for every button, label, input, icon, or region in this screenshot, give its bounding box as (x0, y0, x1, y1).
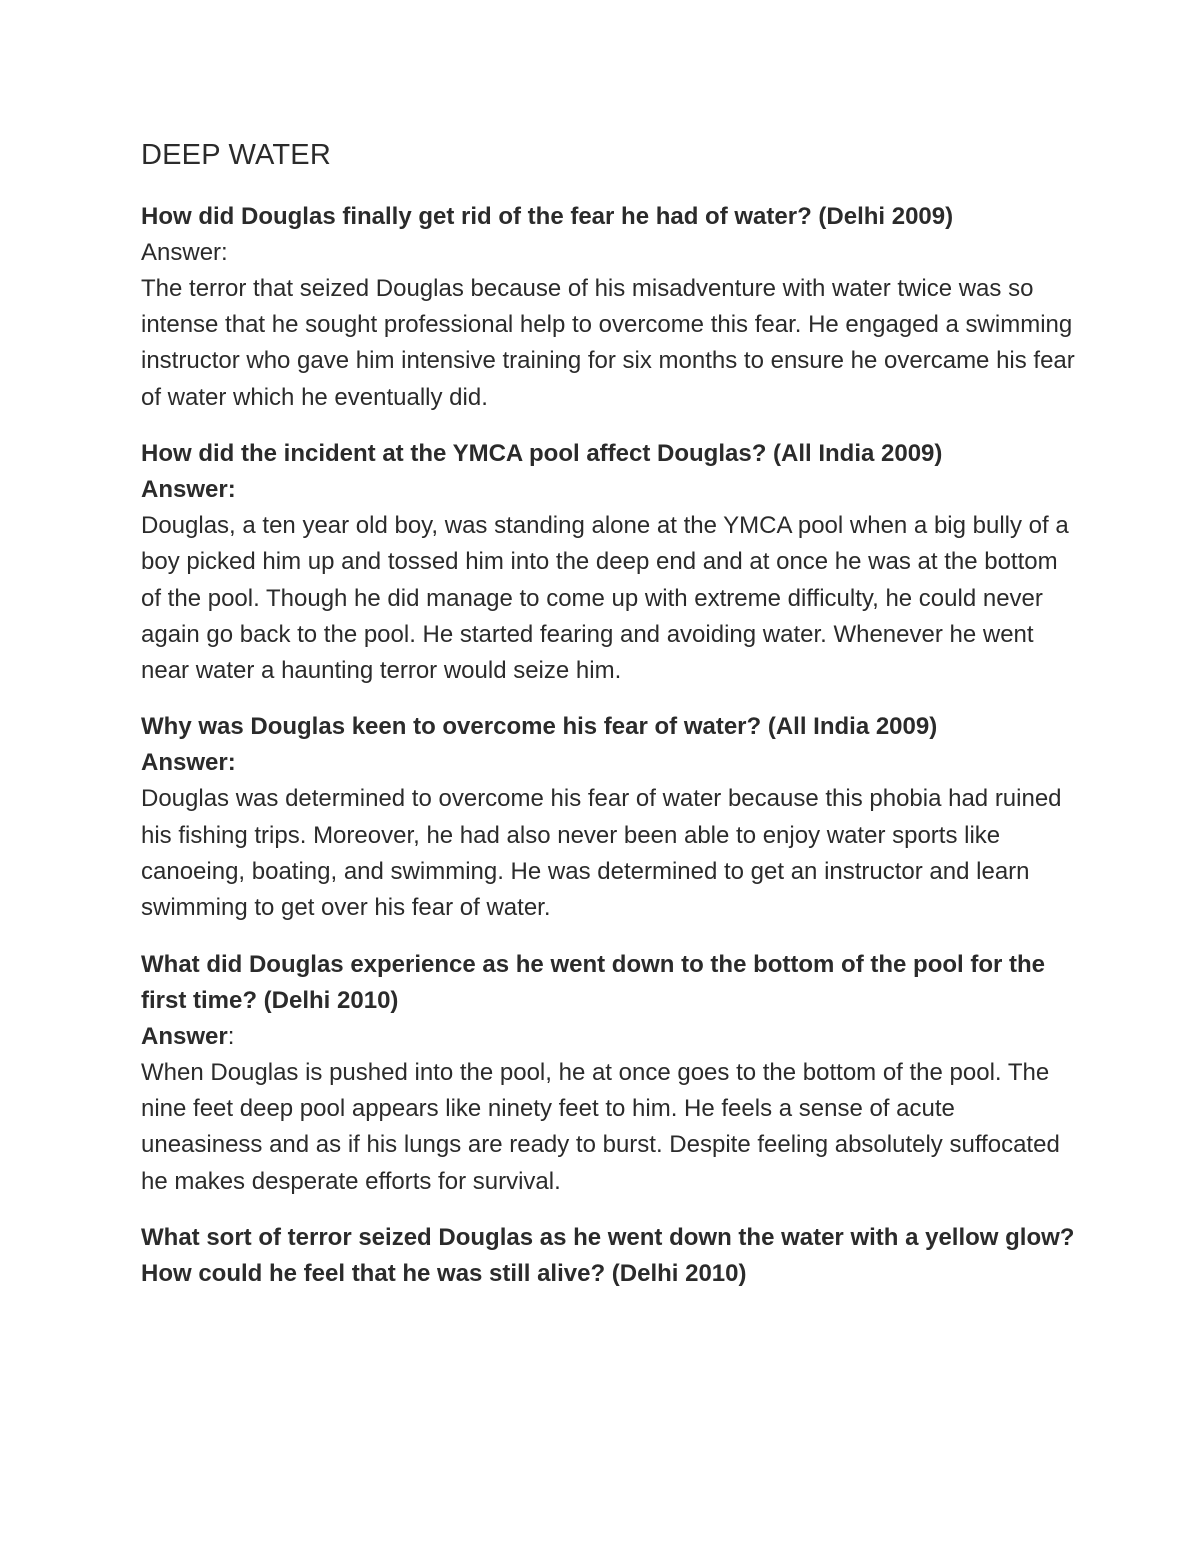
qa-item-2 (141, 436, 1076, 689)
answer-text-2: Douglas, a ten year old boy, was standing alone at the YMCA pool when a big bully of a boy picked him up and tossed him into the deep end and at once he was at the bottom of the pool. Though he did manage to come up with extreme difficulty, he could never again go back to the pool. He started fearing and avoiding water. Whenever he went near water a haunting terror would seize him. (141, 511, 1069, 685)
answer-label-2: Answer: (141, 475, 236, 503)
answer-label-4-colon: : (227, 1022, 235, 1050)
question-2: How did the incident at the YMCA pool affect Douglas? (All India 2009) (141, 439, 943, 467)
qa-item-3 (141, 709, 1076, 926)
question-4: What did Douglas experience as he went down to the bottom of the pool for the first time? (Delhi 2010) (141, 950, 1046, 1014)
answer-label-1: Answer: (141, 238, 228, 266)
answer-text-3: Douglas was determined to overcome his fear of water because this phobia had ruined his fishing trips. Moreover, he had also never been able to enjoy water sports like canoeing, boating, and swimming. He was determined to get an instructor and learn swimming to get over his fear of water. (141, 785, 1062, 922)
answer-label-4-word: Answer (141, 1022, 228, 1050)
qa-item-5 (141, 1220, 1076, 1292)
document-title: DEEP WATER (141, 139, 331, 171)
question-3: Why was Douglas keen to overcome his fear of water? (All India 2009) (141, 713, 938, 741)
qa-item-4 (141, 947, 1076, 1200)
qa-item-1 (141, 199, 1076, 416)
question-1: How did Douglas finally get rid of the fear he had of water? (Delhi 2009) (141, 202, 954, 230)
answer-text-4: When Douglas is pushed into the pool, he at once goes to the bottom of the pool. The nine feet deep pool appears like ninety feet to him. He feels a sense of acute uneasiness and as if his lungs are ready to burst. Despite feeling absolutely suffocated he makes desperate efforts for survival. (141, 1058, 1060, 1195)
document-page (141, 138, 1076, 1312)
answer-text-1: The terror that seized Douglas because of his misadventure with water twice was so intense that he sought professional help to overcome this fear. He engaged a swimming instructor who gave him intensive training for six months to ensure he overcame his fear of water which he eventually did. (141, 274, 1075, 411)
answer-label-3: Answer: (141, 749, 236, 777)
question-5: What sort of terror seized Douglas as he went down the water with a yellow glow? How could he feel that he was still alive? (Delhi 2010) (141, 1223, 1075, 1287)
answer-label-4 (141, 1019, 1076, 1055)
